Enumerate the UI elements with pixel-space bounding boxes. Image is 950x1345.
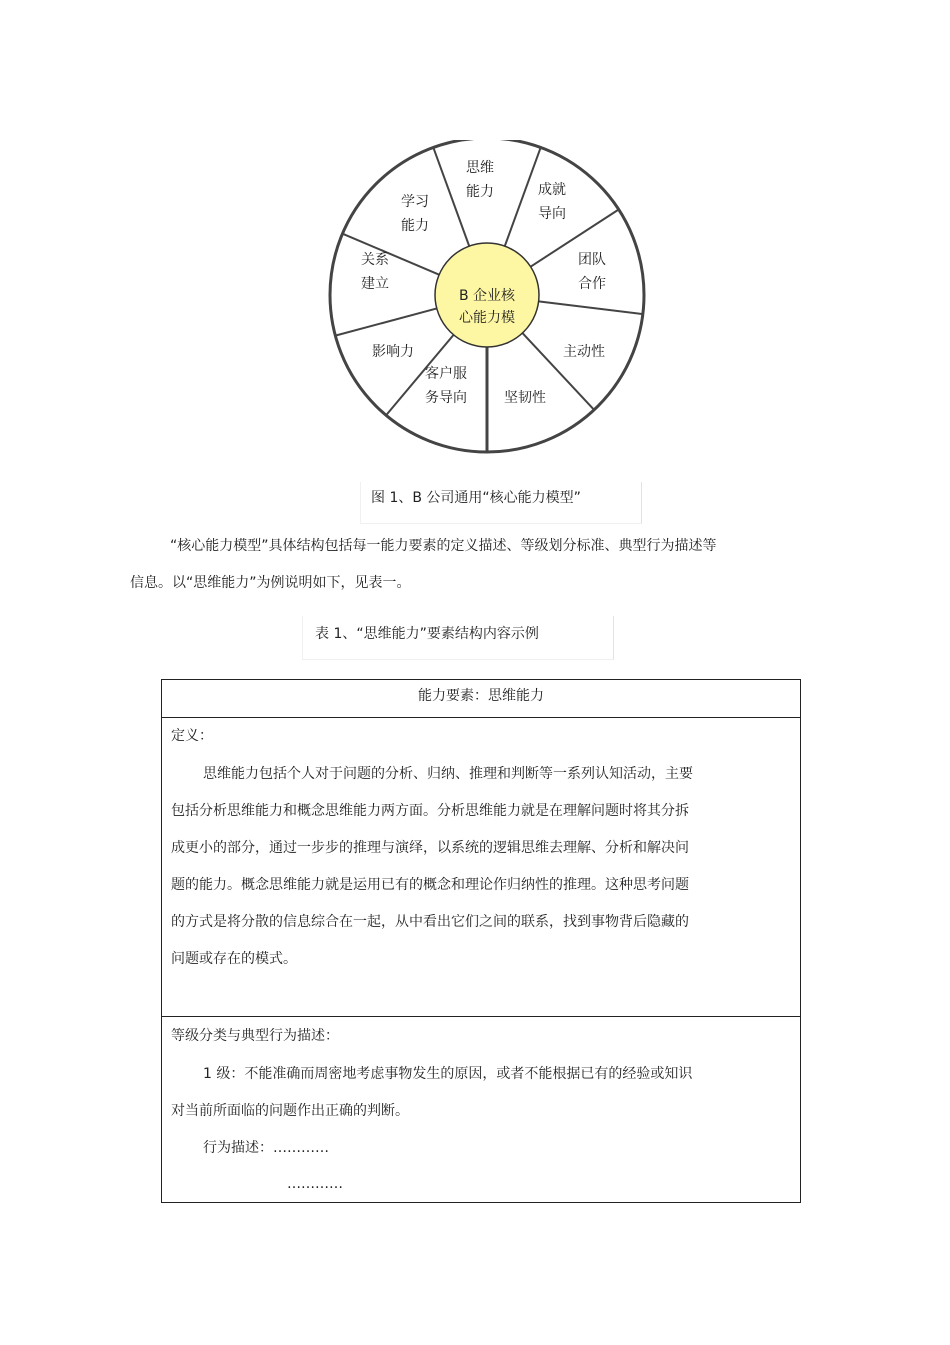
segment-label: 学习 [401,194,429,210]
behavior-label: 行为描述：………… [203,1140,329,1156]
segment-label: 关系 [361,252,389,268]
segment-label: 坚韧性 [504,390,546,406]
table-header: 能力要素：思维能力 [418,688,544,704]
definition-line: 的方式是将分散的信息综合在一起，从中看出它们之间的联系，找到事物背后隐藏的 [171,914,689,930]
row-divider [162,1016,800,1017]
definition-line: 成更小的部分，通过一步步的推理与演绎，以系统的逻辑思维去理解、分析和解决问 [171,840,689,856]
segment-label: 思维 [466,160,494,176]
segment-label: 合作 [578,276,606,292]
center-label-line1: B 企业核 [458,288,516,304]
definition-label: 定义： [171,728,213,744]
intro-line-2: 信息。以“思维能力”为例说明如下，见表一。 [130,575,411,591]
row-divider [162,717,800,718]
levels-label: 等级分类与典型行为描述： [171,1028,339,1044]
segment-label: 能力 [401,218,429,234]
segment-label: 成就 [538,182,566,198]
table-caption: 表 1、“思维能力”要素结构内容示例 [302,616,614,660]
segment-label: 团队 [578,252,606,268]
definition-line: 问题或存在的模式。 [171,951,297,967]
segment-label: 导向 [538,206,566,222]
definition-line: 包括分析思维能力和概念思维能力两方面。分析思维能力就是在理解问题时将其分拆 [171,803,689,819]
definition-line: 思维能力包括个人对于问题的分析、归纳、推理和判断等一系列认知活动，主要 [203,766,693,782]
behavior-ellipsis: ………… [287,1176,343,1192]
center-label-line2: 心能力模 [459,310,515,326]
segment-label: 主动性 [563,344,605,360]
intro-line-1: “核心能力模型”具体结构包括每一能力要素的定义描述、等级划分标准、典型行为描述等 [170,538,717,554]
definition-line: 题的能力。概念思维能力就是运用已有的概念和理论作归纳性的推理。这种思考问题 [171,877,689,893]
segment-label: 建立 [361,276,389,292]
competency-table [161,679,801,1203]
figure-caption: 图 1、B 公司通用“核心能力模型” [360,482,642,524]
segment-label: 务导向 [425,390,467,406]
core-competency-wheel [320,140,660,470]
level-1-line-2: 对当前所面临的问题作出正确的判断。 [171,1103,409,1119]
segment-label: 能力 [466,184,494,200]
segment-label: 影响力 [372,344,414,360]
segment-label: 客户服 [425,366,467,382]
level-1-line-1: 1 级：不能准确而周密地考虑事物发生的原因，或者不能根据已有的经验或知识 [203,1066,693,1082]
